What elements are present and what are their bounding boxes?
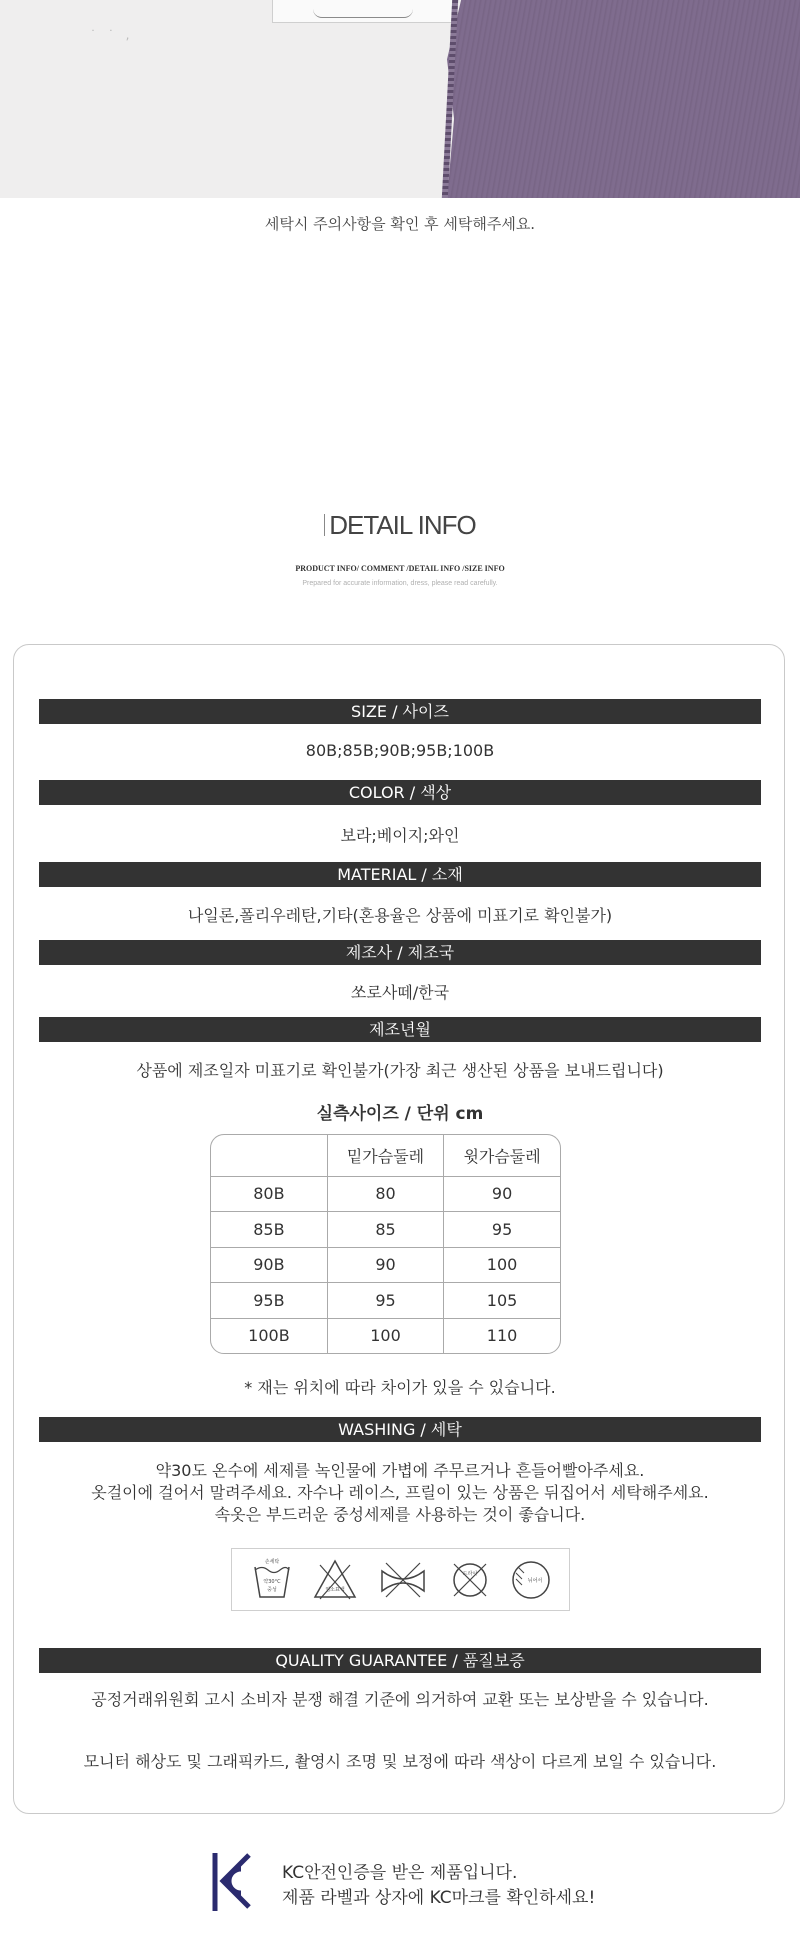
washing-line-1: 약30도 온수에 세제를 녹인물에 가볍에 주무르거나 흔들어빨아주세요. xyxy=(155,1461,645,1480)
table-cell: 90 xyxy=(327,1247,443,1283)
title-bar xyxy=(324,514,325,536)
size-heading: SIZE / 사이즈 xyxy=(39,699,761,724)
size-value: 80B;85B;90B;95B;100B xyxy=(305,741,495,760)
no-wring-icon xyxy=(378,1557,428,1603)
hand-wash-icon xyxy=(252,1557,292,1603)
kc-mark-icon xyxy=(211,1849,255,1915)
date-value: 상품에 제조일자 미표기로 확인불가(가장 최근 생산된 상품을 보내드립니다) xyxy=(136,1061,664,1080)
table-cell: 110 xyxy=(486,1326,518,1346)
fabric-swatch xyxy=(447,0,800,198)
table-header-cell: 윗가슴둘레 xyxy=(444,1135,560,1176)
washing-line-2: 옷걸이에 걸어서 말려주세요. 자수나 레이스, 프릴이 있는 상품은 뒤집어서 세탁해주세요. xyxy=(91,1483,709,1502)
care-label-tag xyxy=(272,0,456,23)
table-cell: 100 xyxy=(444,1247,560,1283)
table-header-cell: 밑가슴둘레 xyxy=(327,1135,443,1176)
table-cell: 80 xyxy=(327,1176,443,1212)
care-symbols-box xyxy=(231,1548,570,1611)
table-header-row xyxy=(211,1135,560,1176)
table-row xyxy=(211,1212,560,1248)
table-cell: 105 xyxy=(444,1283,560,1319)
hand-wash-label: 손세탁 xyxy=(264,1559,280,1565)
no-bleach-icon xyxy=(312,1557,358,1603)
table-row xyxy=(211,1176,560,1212)
quality-heading: QUALITY GUARANTEE / 품질보증 xyxy=(39,1648,761,1673)
table-cell: 100 xyxy=(327,1318,443,1353)
detail-title-text: DETAIL INFO xyxy=(329,510,476,540)
no-bleach-label: 염소표백 xyxy=(325,1587,345,1593)
detail-subtitle: PRODUCT INFO/ COMMENT /DETAIL INFO /SIZE INFO xyxy=(295,564,505,573)
table-cell: 95 xyxy=(327,1283,443,1319)
hand-wash-temp: 약30°C xyxy=(263,1579,281,1585)
no-dryclean-label: 드라이 xyxy=(462,1571,478,1577)
detail-tagline: Prepared for accurate information, dress, please read carefully. xyxy=(302,580,498,587)
table-row xyxy=(211,1247,560,1283)
shade-dry-icon xyxy=(508,1557,554,1603)
material-heading: MATERIAL / 소재 xyxy=(39,862,761,887)
table-cell: 85 xyxy=(327,1212,443,1248)
maker-heading: 제조사 / 제조국 xyxy=(39,940,761,965)
maker-value: 쏘로사떼/한국 xyxy=(350,983,450,1002)
kc-line-1: KC안전인증을 받은 제품입니다. xyxy=(282,1863,518,1883)
table-cell: 90B xyxy=(211,1247,327,1283)
table-row xyxy=(211,1283,560,1319)
washing-line-3: 속옷은 부드러운 중성세제를 사용하는 것이 좋습니다. xyxy=(214,1505,586,1524)
quality-line-2: 모니터 해상도 및 그래픽카드, 촬영시 조명 및 보정에 따라 색상이 다르게 보일 수 있습니다. xyxy=(83,1752,717,1771)
date-heading: 제조년월 xyxy=(39,1017,761,1042)
washing-heading: WASHING / 세탁 xyxy=(39,1417,761,1442)
photo-caption: 세탁시 주의사항을 확인 후 세탁해주세요. xyxy=(264,215,536,233)
hand-wash-detergent: 중성 xyxy=(267,1587,277,1593)
table-cell: 95 xyxy=(444,1212,560,1248)
material-value: 나일론,폴리우레탄,기타(혼용율은 상품에 미표기로 확인불가) xyxy=(187,906,613,925)
detail-title xyxy=(0,510,800,541)
size-table-title: 실측사이즈 / 단위 cm xyxy=(316,1104,484,1124)
quality-line-1: 공정거래위원회 고시 소비자 분쟁 해결 기준에 의거하여 교환 또는 보상받을 수 있습니다. xyxy=(91,1690,709,1709)
table-cell: 85B xyxy=(211,1212,327,1248)
color-value: 보라;베이지;와인 xyxy=(340,826,460,845)
table-cell: 90 xyxy=(444,1176,560,1212)
table-cell: 80B xyxy=(211,1176,327,1212)
color-heading: COLOR / 색상 xyxy=(39,780,761,805)
table-cell: 100B xyxy=(211,1318,327,1353)
table-row xyxy=(211,1318,560,1353)
no-dryclean-icon xyxy=(448,1557,492,1603)
size-note: * 재는 위치에 따라 차이가 있을 수 있습니다. xyxy=(244,1378,556,1397)
photo-specks: ˙ ˙ , xyxy=(90,28,134,42)
size-table xyxy=(210,1134,561,1354)
table-cell: 95B xyxy=(211,1283,327,1319)
product-photo xyxy=(0,0,800,198)
table-header-cell xyxy=(211,1135,327,1176)
kc-line-2: 제품 라벨과 상자에 KC마크를 확인하세요! xyxy=(282,1888,596,1908)
shade-dry-label: 뉘어서 xyxy=(527,1578,543,1584)
